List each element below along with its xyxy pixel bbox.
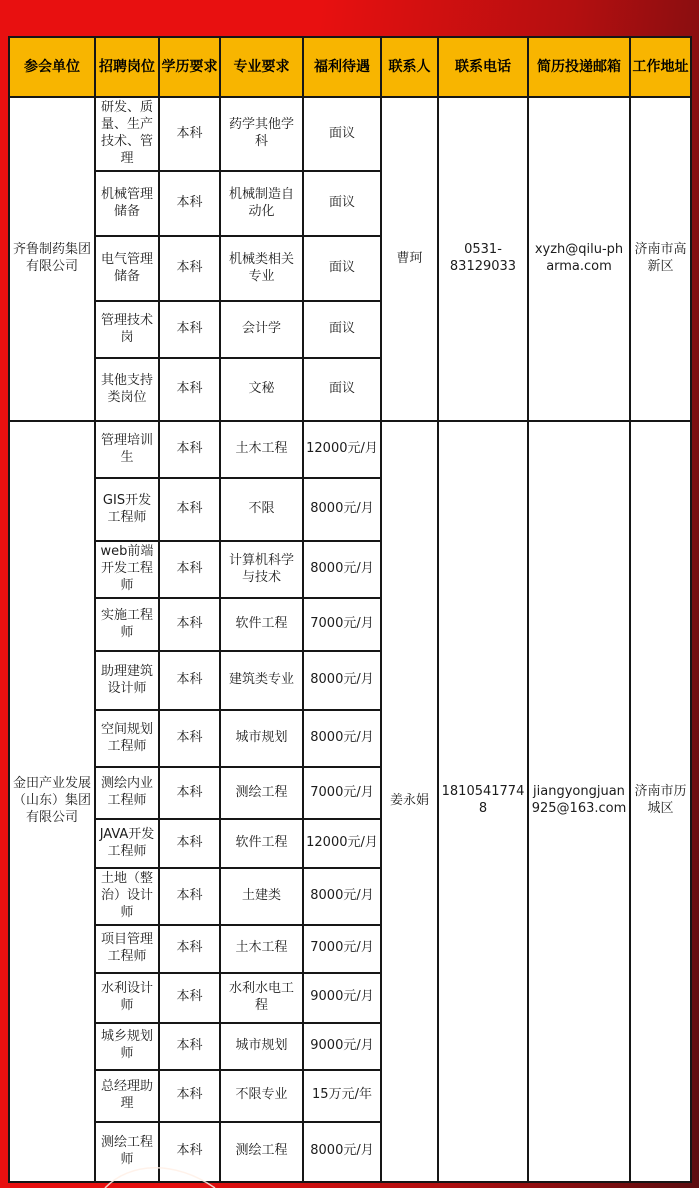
major-requirement-cell: 城市规划 (220, 710, 303, 767)
column-header: 专业要求 (220, 37, 303, 97)
salary-cell: 7000元/月 (303, 598, 381, 651)
salary-cell: 面议 (303, 358, 381, 421)
major-requirement-cell: 计算机科学与技术 (220, 541, 303, 598)
column-header: 工作地址 (630, 37, 691, 97)
position-title-cell: 总经理助理 (95, 1070, 159, 1122)
degree-requirement-cell: 本科 (159, 1122, 220, 1182)
column-header: 简历投递邮箱 (528, 37, 630, 97)
position-title-cell: 电气管理储备 (95, 236, 159, 301)
position-title-cell: 实施工程师 (95, 598, 159, 651)
position-title-cell: 城乡规划师 (95, 1023, 159, 1070)
salary-cell: 7000元/月 (303, 767, 381, 819)
job-fair-table (8, 36, 692, 1183)
salary-cell: 面议 (303, 301, 381, 358)
major-requirement-cell: 不限专业 (220, 1070, 303, 1122)
major-requirement-cell: 水利水电工程 (220, 973, 303, 1023)
contact-phone-cell: 0531-83129033 (438, 97, 528, 421)
column-header: 参会单位 (9, 37, 95, 97)
degree-requirement-cell: 本科 (159, 598, 220, 651)
major-requirement-cell: 文秘 (220, 358, 303, 421)
salary-cell: 15万元/年 (303, 1070, 381, 1122)
degree-requirement-cell: 本科 (159, 767, 220, 819)
position-title-cell: 空间规划工程师 (95, 710, 159, 767)
contact-person-cell: 姜永娟 (381, 421, 438, 1182)
resume-email-cell: jiangyongjuan925@163.com (528, 421, 630, 1182)
degree-requirement-cell: 本科 (159, 973, 220, 1023)
salary-cell: 面议 (303, 171, 381, 236)
position-row (9, 97, 691, 171)
position-title-cell: GIS开发工程师 (95, 478, 159, 541)
salary-cell: 面议 (303, 97, 381, 171)
degree-requirement-cell: 本科 (159, 868, 220, 925)
column-header: 招聘岗位 (95, 37, 159, 97)
salary-cell: 12000元/月 (303, 819, 381, 868)
degree-requirement-cell: 本科 (159, 651, 220, 710)
position-title-cell: JAVA开发工程师 (95, 819, 159, 868)
major-requirement-cell: 土木工程 (220, 925, 303, 973)
degree-requirement-cell: 本科 (159, 925, 220, 973)
salary-cell: 8000元/月 (303, 1122, 381, 1182)
major-requirement-cell: 城市规划 (220, 1023, 303, 1070)
contact-phone-cell: 18105417748 (438, 421, 528, 1182)
column-header: 联系电话 (438, 37, 528, 97)
major-requirement-cell: 不限 (220, 478, 303, 541)
position-title-cell: 研发、质量、生产技术、管理 (95, 97, 159, 171)
work-address-cell: 济南市历城区 (630, 421, 691, 1182)
column-header: 福利待遇 (303, 37, 381, 97)
contact-person-cell: 曹珂 (381, 97, 438, 421)
degree-requirement-cell: 本科 (159, 1023, 220, 1070)
major-requirement-cell: 软件工程 (220, 598, 303, 651)
major-requirement-cell: 药学其他学科 (220, 97, 303, 171)
degree-requirement-cell: 本科 (159, 236, 220, 301)
column-header: 学历要求 (159, 37, 220, 97)
major-requirement-cell: 测绘工程 (220, 1122, 303, 1182)
degree-requirement-cell: 本科 (159, 541, 220, 598)
salary-cell: 8000元/月 (303, 710, 381, 767)
major-requirement-cell: 软件工程 (220, 819, 303, 868)
salary-cell: 8000元/月 (303, 541, 381, 598)
major-requirement-cell: 测绘工程 (220, 767, 303, 819)
salary-cell: 8000元/月 (303, 651, 381, 710)
degree-requirement-cell: 本科 (159, 301, 220, 358)
position-title-cell: 测绘工程师 (95, 1122, 159, 1182)
degree-requirement-cell: 本科 (159, 358, 220, 421)
position-title-cell: 水利设计师 (95, 973, 159, 1023)
work-address-cell: 济南市高新区 (630, 97, 691, 421)
degree-requirement-cell: 本科 (159, 1070, 220, 1122)
degree-requirement-cell: 本科 (159, 710, 220, 767)
major-requirement-cell: 会计学 (220, 301, 303, 358)
position-title-cell: 管理培训生 (95, 421, 159, 478)
table-body (9, 97, 691, 1182)
position-title-cell: 其他支持类岗位 (95, 358, 159, 421)
major-requirement-cell: 机械制造自动化 (220, 171, 303, 236)
degree-requirement-cell: 本科 (159, 421, 220, 478)
degree-requirement-cell: 本科 (159, 819, 220, 868)
table-header (9, 37, 691, 97)
position-title-cell: 测绘内业工程师 (95, 767, 159, 819)
position-title-cell: web前端开发工程师 (95, 541, 159, 598)
header-row (9, 37, 691, 97)
salary-cell: 9000元/月 (303, 973, 381, 1023)
degree-requirement-cell: 本科 (159, 97, 220, 171)
position-title-cell: 项目管理工程师 (95, 925, 159, 973)
salary-cell: 9000元/月 (303, 1023, 381, 1070)
position-row (9, 421, 691, 478)
column-header: 联系人 (381, 37, 438, 97)
degree-requirement-cell: 本科 (159, 478, 220, 541)
position-title-cell: 土地（整治）设计师 (95, 868, 159, 925)
degree-requirement-cell: 本科 (159, 171, 220, 236)
salary-cell: 8000元/月 (303, 478, 381, 541)
major-requirement-cell: 土木工程 (220, 421, 303, 478)
salary-cell: 8000元/月 (303, 868, 381, 925)
salary-cell: 面议 (303, 236, 381, 301)
salary-cell: 12000元/月 (303, 421, 381, 478)
major-requirement-cell: 土建类 (220, 868, 303, 925)
salary-cell: 7000元/月 (303, 925, 381, 973)
company-name-cell: 金田产业发展（山东）集团有限公司 (9, 421, 95, 1182)
position-title-cell: 助理建筑设计师 (95, 651, 159, 710)
major-requirement-cell: 建筑类专业 (220, 651, 303, 710)
company-name-cell: 齐鲁制药集团有限公司 (9, 97, 95, 421)
major-requirement-cell: 机械类相关专业 (220, 236, 303, 301)
resume-email-cell: xyzh@qilu-pharma.com (528, 97, 630, 421)
position-title-cell: 机械管理储备 (95, 171, 159, 236)
position-title-cell: 管理技术岗 (95, 301, 159, 358)
